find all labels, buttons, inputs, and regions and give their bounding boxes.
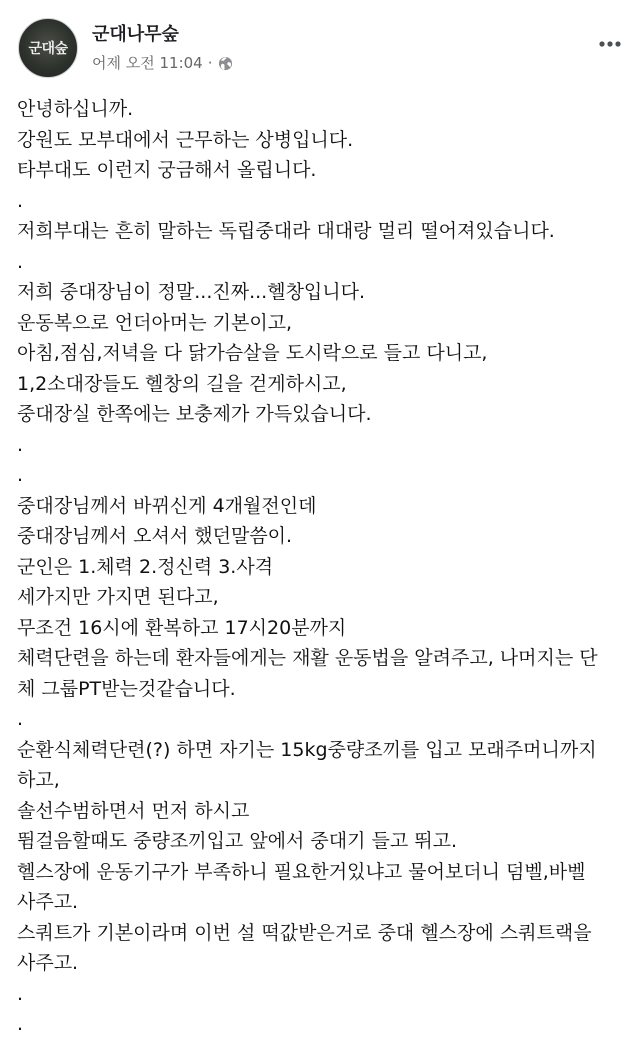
more-options-icon	[598, 40, 622, 48]
post-line: .	[17, 708, 24, 730]
post-line: 체 그룹PT받는것같습니다.	[17, 677, 236, 700]
globe-icon[interactable]	[218, 56, 233, 71]
post-line: 하고,	[17, 769, 60, 791]
post-line: 아침,점심,저녁을 다 닭가슴살을 도시락으로 들고 다니고,	[17, 342, 488, 364]
post-line: .	[17, 433, 24, 456]
post-line: 안녕하십니까.	[17, 98, 134, 120]
post-header	[0, 0, 640, 90]
post-timestamp[interactable]: 어제 오전 11:04	[92, 54, 203, 72]
avatar[interactable]	[18, 18, 78, 78]
post-line: .	[17, 1013, 24, 1035]
post-line: 저희부대는 흔히 말하는 독립중대라 대대랑 멀리 떨어져있습니다.	[17, 220, 555, 242]
post-line: 타부대도 이런지 궁금해서 올립니다.	[17, 159, 317, 181]
post-line: 중대장님께서 오셔서 했던말씀이.	[17, 525, 293, 547]
post-line: 1,2소대장들도 헬창의 길을 걷게하시고,	[17, 372, 347, 395]
post-line: 솔선수범하면서 먼저 하시고	[17, 799, 250, 822]
post-line: 중대장실 한쪽에는 보충제가 가득있습니다.	[17, 403, 372, 425]
post-line: 군인은 1.체력 2.정신력 3.사격	[17, 555, 274, 578]
post-text	[17, 94, 627, 1040]
avatar-label: 군대숲	[28, 41, 68, 57]
post-meta	[92, 53, 233, 73]
post-line: 뜀걸음할때도 중량조끼입고 앞에서 중대기 들고 뛰고.	[17, 830, 458, 852]
post-line: 체력단련을 하는데 환자들에게는 재활 운동법을 알려주고, 나머지는 단	[17, 647, 598, 669]
post-line: .	[17, 250, 24, 273]
page-name[interactable]: 군대나무숲	[92, 24, 179, 45]
post-line: .	[17, 982, 24, 1005]
post-line: 스쿼트가 기본이라며 이번 설 떡값받은거로 중대 헬스장에 스쿼트랙을	[17, 921, 592, 944]
post-line: 무조건 16시에 환복하고 17시20분까지	[17, 616, 347, 639]
post-line: 사주고.	[17, 952, 79, 974]
post-line: .	[17, 464, 24, 486]
post-line: 중대장님께서 바뀌신게 4개월전인데	[17, 494, 317, 517]
meta-separator: ·	[207, 54, 213, 72]
post-line: 강원도 모부대에서 근무하는 상병입니다.	[17, 128, 354, 151]
post-line: 사주고.	[17, 891, 79, 913]
more-options-button[interactable]	[592, 30, 628, 58]
post-line: 저희 중대장님이 정말...진짜...헬창입니다.	[17, 281, 366, 303]
post-line: 세가지만 가지면 된다고,	[17, 586, 219, 608]
post-line: 헬스장에 운동기구가 부족하니 필요한거있냐고 물어보더니 덤벨,바벨	[17, 860, 586, 883]
post-line: .	[17, 189, 24, 212]
post-line: 운동복으로 언더아머는 기본이고,	[17, 311, 293, 334]
post-line: 순환식체력단련(?) 하면 자기는 15kg중량조끼를 입고 모래주머니까지	[17, 738, 597, 761]
